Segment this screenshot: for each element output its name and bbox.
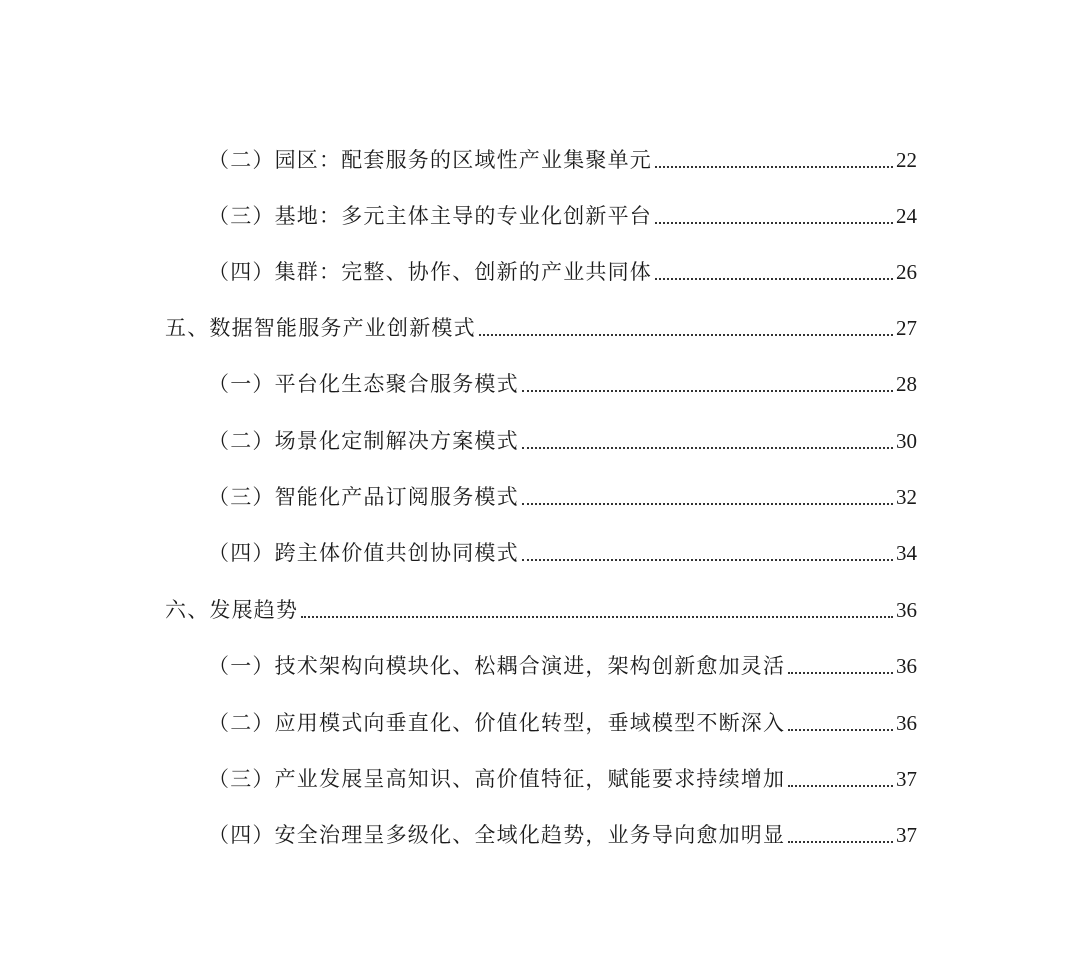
toc-entry[interactable] [208,536,917,570]
toc-page-number: 28 [896,372,917,396]
toc-entry-title: （二）园区：配套服务的区域性产业集聚单元 [208,148,652,172]
dot-leader [788,785,893,787]
toc-entry-title: （四）安全治理呈多级化、全域化趋势，业务导向愈加明显 [208,823,786,847]
dot-leader [655,278,893,280]
toc-page-number: 26 [896,260,917,284]
toc-entry[interactable] [208,255,917,289]
dot-leader [655,222,893,224]
toc-page-number: 36 [896,598,917,622]
dot-leader [522,503,893,505]
dot-leader [522,447,893,449]
toc-entry-title: （四）跨主体价值共创协同模式 [208,541,519,565]
dot-leader [788,672,893,674]
dot-leader [788,729,893,731]
toc-entry[interactable] [165,593,917,627]
toc-page-number: 37 [896,767,917,791]
toc-entry-title: 五、数据智能服务产业创新模式 [165,316,476,340]
toc-page-number: 22 [896,148,917,172]
toc-entry-title: （二）场景化定制解决方案模式 [208,429,519,453]
dot-leader [479,334,893,336]
toc-entry-title: （一）技术架构向模块化、松耦合演进，架构创新愈加灵活 [208,654,786,678]
toc-page-number: 37 [896,823,917,847]
toc-entry[interactable] [208,199,917,233]
toc-entry-title: 六、发展趋势 [165,598,299,622]
toc-page-number: 32 [896,485,917,509]
toc-entry-title: （三）产业发展呈高知识、高价值特征，赋能要求持续增加 [208,767,786,791]
toc-page-number: 36 [896,711,917,735]
toc-entry[interactable] [165,311,917,345]
toc-entry[interactable] [208,649,917,683]
toc-entry[interactable] [208,480,917,514]
toc-entry[interactable] [208,143,917,177]
toc-page-number: 30 [896,429,917,453]
toc-entry[interactable] [208,762,917,796]
toc-entry-title: （二）应用模式向垂直化、价值化转型，垂域模型不断深入 [208,711,786,735]
toc-entry[interactable] [208,706,917,740]
dot-leader [522,559,893,561]
toc-page-number: 27 [896,316,917,340]
dot-leader [301,616,893,618]
dot-leader [522,390,893,392]
toc-page-number: 36 [896,654,917,678]
toc-page-number: 34 [896,541,917,565]
toc-page-number: 24 [896,204,917,228]
toc-entry[interactable] [208,818,917,852]
toc-entry[interactable] [208,367,917,401]
dot-leader [788,841,893,843]
dot-leader [655,166,893,168]
toc-entry-title: （三）基地：多元主体主导的专业化创新平台 [208,204,652,228]
toc-entry[interactable] [208,424,917,458]
toc-entry-title: （一）平台化生态聚合服务模式 [208,372,519,396]
toc-entry-title: （三）智能化产品订阅服务模式 [208,485,519,509]
toc-entry-title: （四）集群：完整、协作、创新的产业共同体 [208,260,652,284]
